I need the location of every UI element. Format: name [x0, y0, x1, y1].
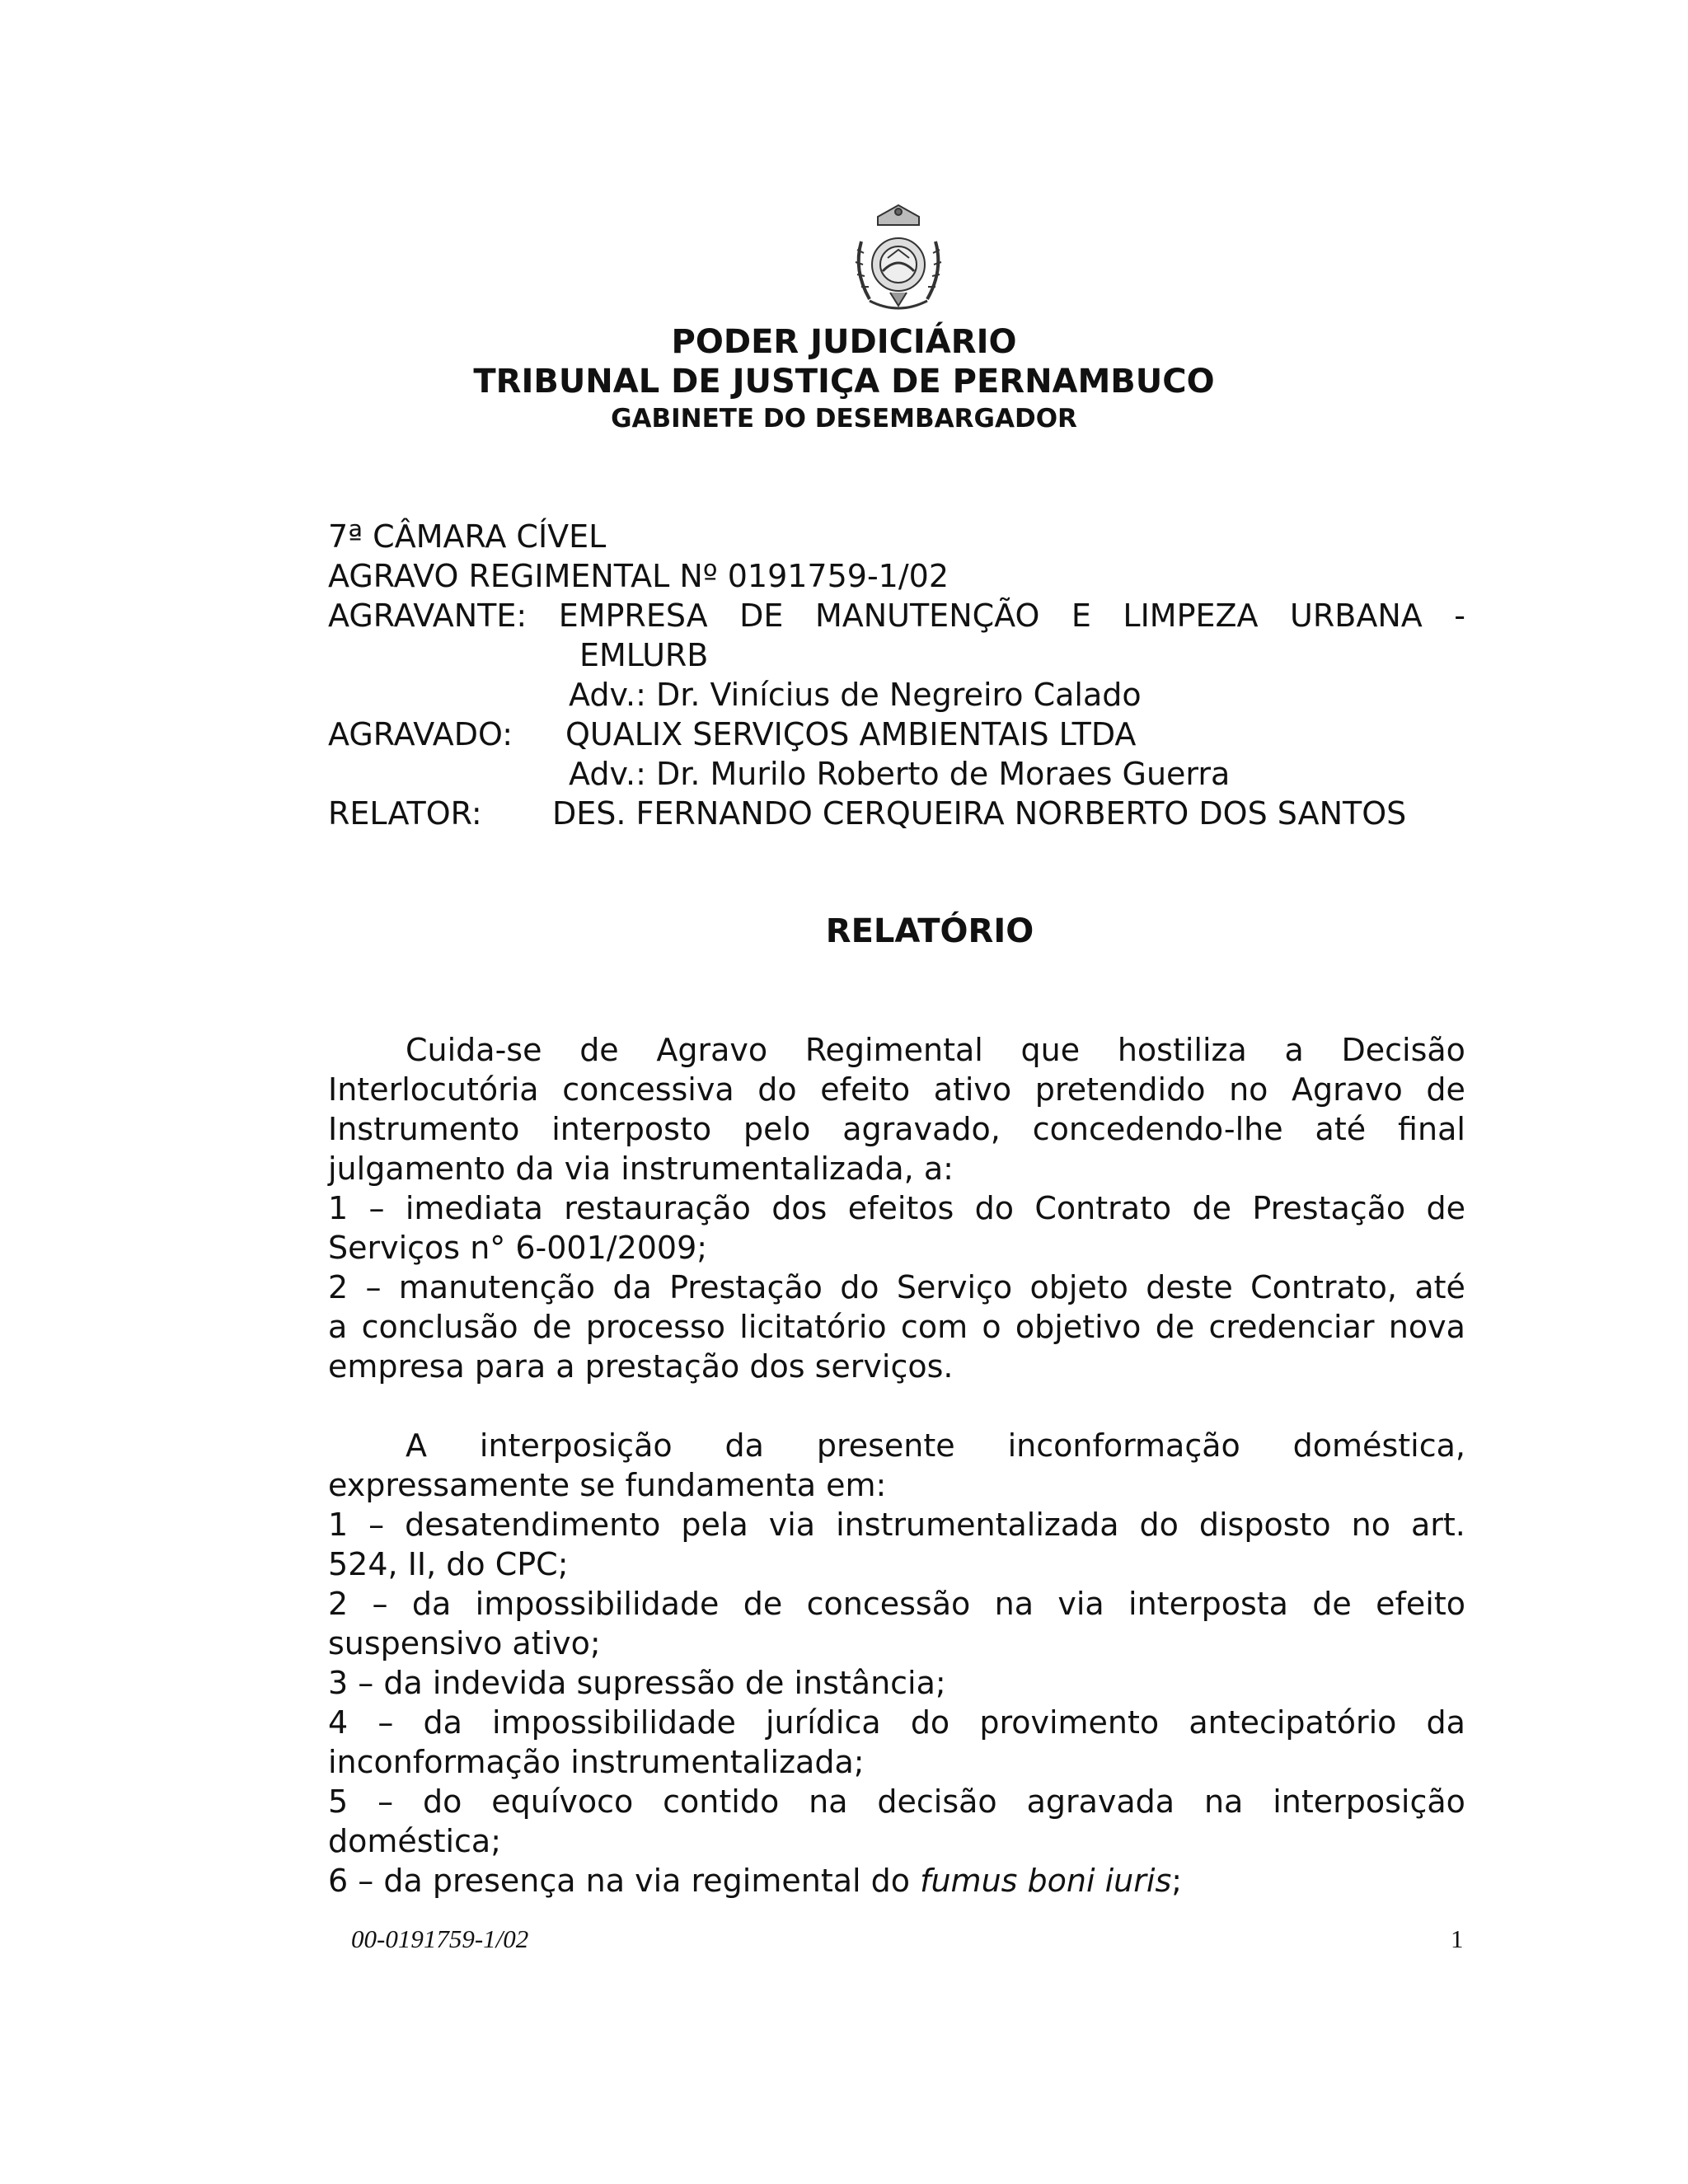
footer-page-number: 1: [1451, 1924, 1464, 1953]
word: –: [368, 1507, 385, 1543]
p1-line-8: [328, 1307, 1465, 1347]
agravante-word: URBANA: [1290, 598, 1423, 634]
word: desatendimento: [405, 1507, 661, 1543]
word: –: [368, 1190, 385, 1226]
word: efeito: [820, 1071, 911, 1108]
word: ativo: [933, 1071, 1012, 1108]
word: interposta: [1128, 1586, 1288, 1622]
word: via: [768, 1507, 816, 1543]
word: credenciar: [1208, 1309, 1375, 1345]
word: que: [1020, 1032, 1081, 1068]
word: até: [1315, 1111, 1367, 1147]
p2-line-9: inconformação instrumentalizada;: [328, 1744, 865, 1780]
word: 1: [328, 1190, 349, 1226]
text-run: 6 – da presença na via regimental do: [328, 1863, 921, 1899]
word: art.: [1410, 1507, 1465, 1543]
word: a: [1284, 1032, 1304, 1068]
word: do: [1139, 1507, 1179, 1543]
p2-line-2: expressamente se fundamenta em:: [328, 1467, 887, 1503]
word: doméstica,: [1292, 1427, 1465, 1464]
word: provimento: [979, 1704, 1160, 1741]
word: da: [423, 1704, 462, 1741]
agravante-word: MANUTENÇÃO: [814, 598, 1040, 634]
agravante-word: DE: [739, 598, 784, 634]
agravado-name: QUALIX SERVIÇOS AMBIENTAIS LTDA: [565, 716, 1137, 752]
word: da: [411, 1586, 452, 1622]
word: agravado,: [842, 1111, 1001, 1147]
header-poder-judiciario: PODER JUDICIÁRIO: [671, 323, 1017, 361]
word: manutenção: [398, 1269, 596, 1305]
agravado-label: AGRAVADO:: [328, 716, 513, 752]
word: objetivo: [1015, 1309, 1142, 1345]
word: concessiva: [562, 1071, 734, 1108]
camara-line: 7ª CÂMARA CÍVEL: [328, 518, 607, 555]
word: concessão: [806, 1586, 971, 1622]
word: 2: [328, 1269, 349, 1305]
p1-line-6: Serviços n° 6-001/2009;: [328, 1230, 708, 1266]
word: de: [532, 1309, 572, 1345]
agravado-lawyer: Adv.: Dr. Murilo Roberto de Moraes Guerra: [569, 756, 1231, 792]
p1-line-9: empresa para a prestação dos serviços.: [328, 1348, 954, 1385]
word: objeto: [1029, 1269, 1128, 1305]
word: A: [406, 1427, 427, 1464]
word: presente: [816, 1427, 955, 1464]
word: jurídica: [765, 1704, 881, 1741]
word: interposição: [479, 1427, 673, 1464]
word: inconformação: [1007, 1427, 1240, 1464]
word: efeito: [1376, 1586, 1465, 1622]
word: a: [328, 1309, 348, 1345]
p2-line-8: [328, 1703, 1465, 1742]
p1-line-4: julgamento da via instrumentalizada, a:: [328, 1151, 954, 1187]
word: –: [377, 1704, 394, 1741]
word: da: [612, 1269, 652, 1305]
word: até: [1414, 1269, 1465, 1305]
word: de: [1426, 1071, 1465, 1108]
p2-line-4: 524, II, do CPC;: [328, 1546, 569, 1582]
word: processo: [585, 1309, 726, 1345]
word: Decisão: [1341, 1032, 1465, 1068]
p1-line-3: [328, 1109, 1465, 1149]
word: do: [974, 1190, 1015, 1226]
word: de: [743, 1586, 783, 1622]
word: do: [910, 1704, 950, 1741]
word: 4: [328, 1704, 349, 1741]
word: agravada: [1026, 1783, 1175, 1820]
word: Agravo: [1292, 1071, 1403, 1108]
word: na: [809, 1783, 848, 1820]
word: –: [372, 1586, 388, 1622]
p2-line-1: [406, 1426, 1465, 1465]
word: do: [840, 1269, 879, 1305]
word: Agravo: [656, 1032, 768, 1068]
word: impossibilidade: [492, 1704, 736, 1741]
word: Cuida-se: [406, 1032, 542, 1068]
word: instrumentalizada: [836, 1507, 1119, 1543]
word: concedendo-lhe: [1032, 1111, 1283, 1147]
word: efeitos: [847, 1190, 954, 1226]
word: via: [1057, 1586, 1104, 1622]
p2-line-6: suspensivo ativo;: [328, 1625, 601, 1661]
word: –: [365, 1269, 382, 1305]
word: de: [579, 1032, 619, 1068]
word: 5: [328, 1783, 349, 1820]
agravante-word: EMPRESA: [558, 598, 708, 634]
word: Prestação: [1252, 1190, 1406, 1226]
relator-name: DES. FERNANDO CERQUEIRA NORBERTO DOS SANTOS: [552, 795, 1407, 832]
word: final: [1398, 1111, 1465, 1147]
footer-doc-number: 00-0191759-1/02: [351, 1924, 529, 1953]
word: Regimental: [804, 1032, 983, 1068]
p1-line-7: [328, 1268, 1465, 1307]
word: pela: [681, 1507, 748, 1543]
word: impossibilidade: [475, 1586, 720, 1622]
word: no: [1229, 1071, 1268, 1108]
word: licitatório: [739, 1309, 887, 1345]
word: conclusão: [361, 1309, 518, 1345]
word: com: [900, 1309, 968, 1345]
p1-line-2: [328, 1070, 1465, 1109]
word: do: [757, 1071, 797, 1108]
word: de: [1192, 1190, 1232, 1226]
word: hostiliza: [1117, 1032, 1247, 1068]
p1-line-1: [406, 1030, 1465, 1070]
word: interposição: [1273, 1783, 1465, 1820]
header-tribunal: TRIBUNAL DE JUSTIÇA DE PERNAMBUCO: [473, 363, 1215, 401]
coat-of-arms-icon: [845, 200, 952, 318]
header-gabinete: GABINETE DO DESEMBARGADOR: [611, 404, 1077, 434]
word: nova: [1388, 1309, 1465, 1345]
word: antecipatório: [1189, 1704, 1397, 1741]
agravante-lawyer: Adv.: Dr. Vinícius de Negreiro Calado: [569, 677, 1142, 713]
word: de: [1312, 1586, 1352, 1622]
agravante-word: LIMPEZA: [1123, 598, 1259, 634]
agravante-word: -: [1454, 598, 1465, 634]
relator-label: RELATOR:: [328, 795, 482, 832]
word: decisão: [877, 1783, 997, 1820]
word: Serviço: [896, 1269, 1013, 1305]
word: na: [994, 1586, 1034, 1622]
text-run: ;: [1171, 1863, 1183, 1899]
word: imediata: [405, 1190, 543, 1226]
word: Contrato: [1034, 1190, 1172, 1226]
agravante-word: E: [1071, 598, 1091, 634]
word: Prestação: [669, 1269, 823, 1305]
word: restauração: [564, 1190, 751, 1226]
word: Interlocutória: [328, 1071, 539, 1108]
word: contido: [663, 1783, 780, 1820]
word: disposto: [1198, 1507, 1331, 1543]
p1-line-5: [328, 1188, 1465, 1228]
word: do: [422, 1783, 462, 1820]
word: 1: [328, 1507, 349, 1543]
word: da: [1426, 1704, 1465, 1741]
word: da: [724, 1427, 764, 1464]
agravante-continuation: EMLURB: [579, 637, 709, 673]
word: –: [377, 1783, 394, 1820]
p2-line-10: [328, 1782, 1465, 1821]
word: no: [1351, 1507, 1390, 1543]
p2-line-5: [328, 1584, 1465, 1624]
word: de: [1426, 1190, 1465, 1226]
word: Contrato,: [1250, 1269, 1398, 1305]
agravo-line: AGRAVO REGIMENTAL Nº 0191759-1/02: [328, 558, 950, 594]
word: deste: [1146, 1269, 1233, 1305]
document-title: RELATÓRIO: [825, 912, 1034, 950]
p2-line-12: [328, 1861, 1465, 1900]
word: de: [1155, 1309, 1195, 1345]
word: Instrumento: [328, 1111, 520, 1147]
word: pelo: [743, 1111, 811, 1147]
latin-term: fumus boni iuris: [920, 1863, 1172, 1899]
word: pretendido: [1034, 1071, 1206, 1108]
p2-line-11: doméstica;: [328, 1823, 502, 1859]
agravante-label: AGRAVANTE:: [328, 598, 528, 634]
p2-line-3: [328, 1505, 1465, 1544]
word: interposto: [551, 1111, 712, 1147]
word: equívoco: [491, 1783, 634, 1820]
word: dos: [771, 1190, 828, 1226]
agravante-line: [328, 596, 1465, 635]
word: na: [1203, 1783, 1244, 1820]
word: 2: [328, 1586, 349, 1622]
word: o: [982, 1309, 1001, 1345]
p2-line-7: 3 – da indevida supressão de instância;: [328, 1665, 946, 1701]
